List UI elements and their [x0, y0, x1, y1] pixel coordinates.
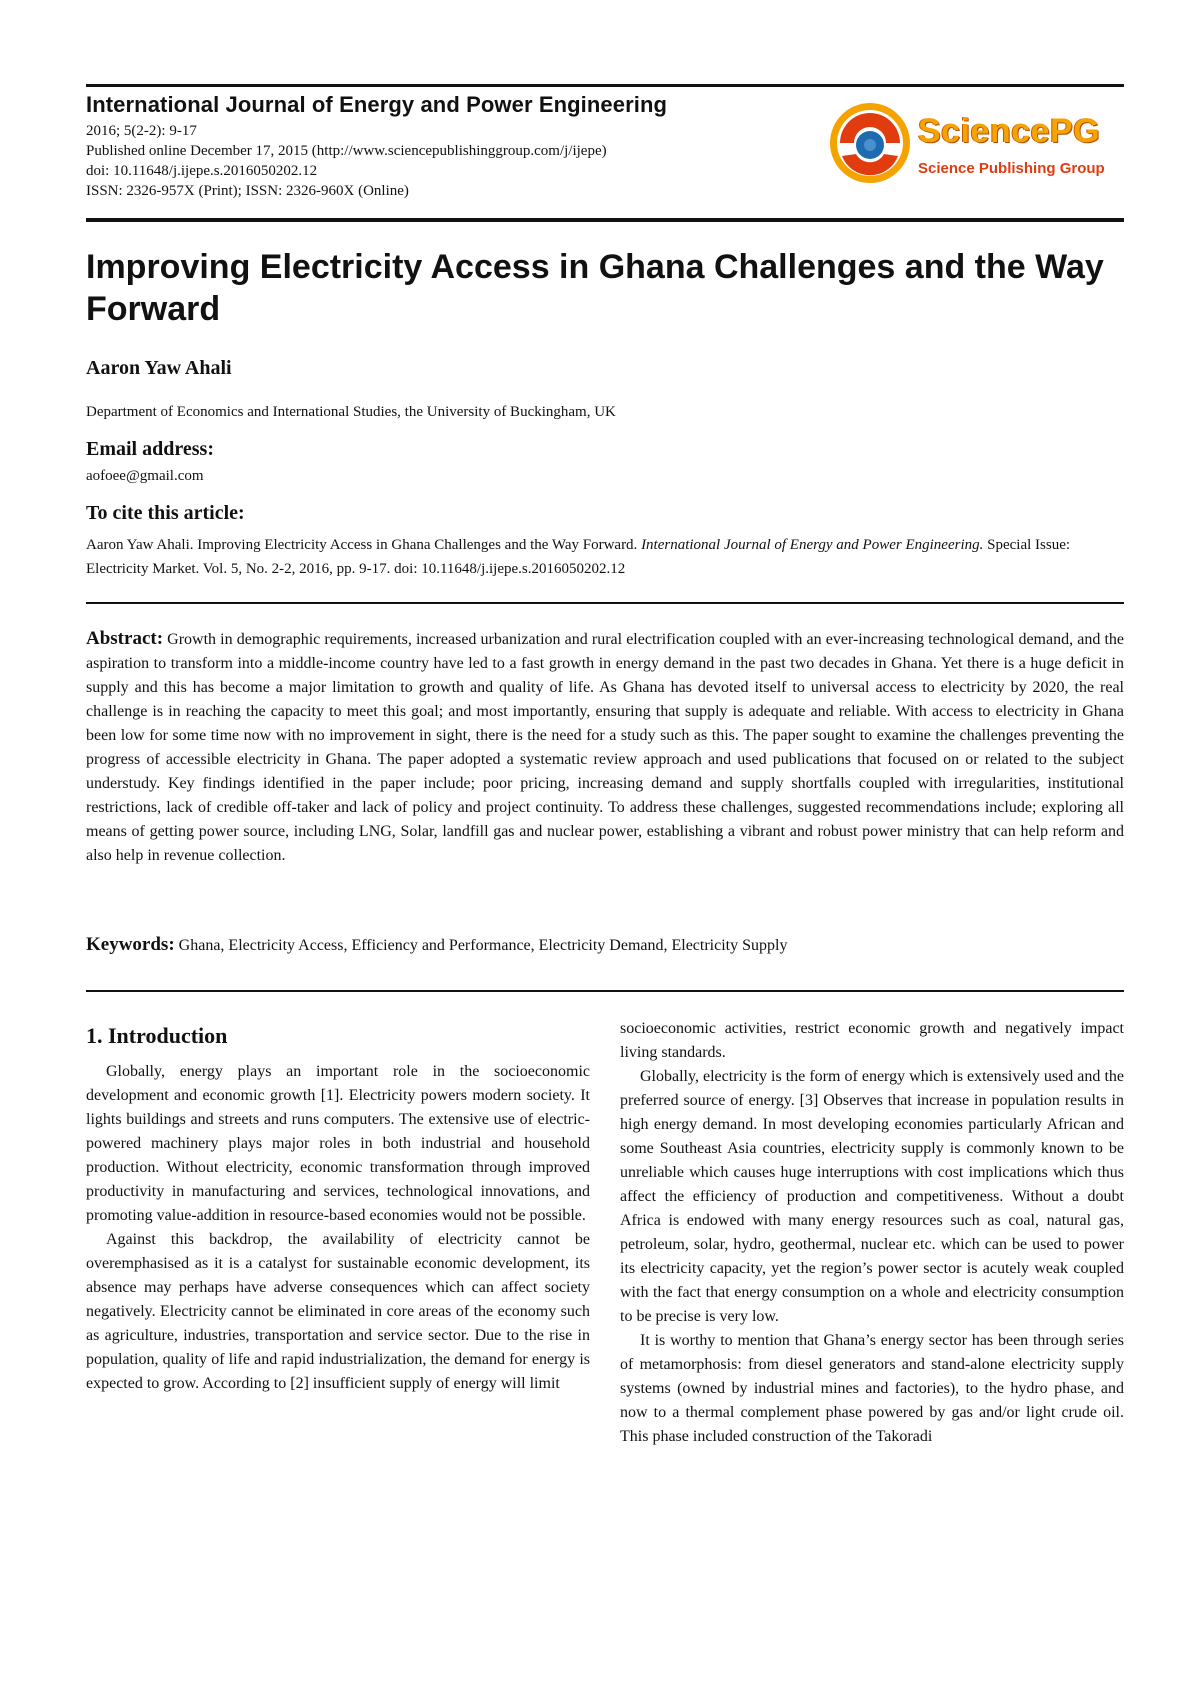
citation-details: Special Issue: Electricity Market. Vol. 5, No. 2-2, 2016, pp. 9-17. doi: 10.11648/j.ijepe.s.2016050202.12 [86, 537, 1071, 577]
body-paragraph: It is worthy to mention that Ghana’s energy sector has been through series of metamorphosis: from diesel generators and stand-alone electricity supply systems (owned by industrial mines and factories), to the hydro phase, and now to a thermal complement phase powered by gas and/or light crude oil. This phase included construction of the Takoradi [620, 1332, 1124, 1445]
header-bottom-rule [86, 218, 1124, 222]
keywords [86, 934, 1124, 956]
right-column [620, 1017, 1124, 1449]
citation [86, 533, 1126, 581]
author-name: Aaron Yaw Ahali [86, 357, 232, 379]
body-paragraph-continued: socioeconomic activities, restrict economic growth and negatively impact living standards. [620, 1020, 1124, 1061]
abstract-top-rule [86, 602, 1124, 604]
abstract-text: Growth in demographic requirements, increased urbanization and rural electrification coupled with an ever-increasing technological demand, and the aspiration to transform into a middle-income country have led to a fast growth in energy demand in the past two decades in Ghana. Yet there is a huge deficit in supply and this has become a major limitation to growth and quality of life. As Ghana has devoted itself to universal access to electricity by 2020, the real challenge is in reaching the capacity to meet this goal; and most importantly, ensuring that supply is adequate and reliable. With access to electricity in Ghana been low for some time now with no improvement in sight, there is the need for a study such as this. The paper sought to examine the challenges preventing the progress of accessible electricity in Ghana. The paper adopted a systematic review approach and used publications that focused on or related to the subject understudy. Key findings identified in the paper include; poor pricing, increasing demand and supply shortfalls coupled with irregularities, institutional restrictions, lack of credible off-taker and lack of policy and project continuity. To address these challenges, suggested recommendations include; exploring all means of getting power source, including LNG, Solar, landfill gas and nuclear power, establishing a vibrant and robust power ministry that can help reform and also help in revenue collection. [86, 631, 1125, 864]
email-heading: Email address: [86, 438, 214, 460]
logo-subtitle: Science Publishing Group [918, 160, 1105, 177]
journal-name: International Journal of Energy and Power Engineering [86, 92, 668, 117]
body-paragraph: Globally, energy plays an important role in the socioeconomic development and economic growth [1]. Electricity powers modern society. It lights buildings and streets and runs computers. The extensive use of electric-powered machinery plays major roles in both industrial and household production. Without electricity, economic transformation through improved productivity in manufacturing and services, technological innovations, and promoting value-addition in resource-based economies would not be possible. [86, 1063, 590, 1224]
published-line: Published online December 17, 2015 (http://www.sciencepublishinggroup.com/j/ijepe) [86, 143, 607, 159]
body-top-rule [86, 990, 1124, 992]
keywords-text: Ghana, Electricity Access, Efficiency and Performance, Electricity Demand, Electricity Supply [178, 937, 788, 954]
author-affiliation: Department of Economics and International Studies, the University of Buckingham, UK [86, 404, 616, 420]
left-column [86, 1012, 590, 1396]
header-top-rule [86, 84, 1124, 87]
body-paragraph: Globally, electricity is the form of energy which is extensively used and the preferred source of energy. [3] Observes that increase in population results in high energy demand. In most developing economies particularly African and some Southeast Asia countries, electricity supply is commonly known to be unreliable which causes huge interruptions with cost implications which thus affect the efficiency of production and competitiveness. Without a doubt Africa is endowed with many energy resources such as coal, natural gas, petroleum, solar, hydro, geothermal, nuclear etc. which can be used to power its electricity capacity, yet the region’s power sector is acutely weak coupled with the fact that energy consumption on a whole and electricity consumption to be precise is very low. [620, 1068, 1124, 1325]
volume-line: 2016; 5(2-2): 9-17 [86, 123, 197, 139]
section-heading: 1. Introduction [86, 1023, 228, 1048]
logo-wordmark: SciencePG [918, 112, 1101, 150]
doi-line: doi: 10.11648/j.ijepe.s.2016050202.12 [86, 163, 318, 179]
cite-heading: To cite this article: [86, 502, 245, 524]
citation-text: Aaron Yaw Ahali. Improving Electricity Access in Ghana Challenges and the Way Forward. [86, 537, 642, 553]
citation-journal: International Journal of Energy and Power Engineering. [641, 537, 984, 553]
keywords-label: Keywords: [86, 934, 175, 955]
journal-meta [86, 121, 607, 201]
abstract [86, 627, 1124, 868]
issn-line: ISSN: 2326-957X (Print); ISSN: 2326-960X (Online) [86, 183, 409, 199]
email-address[interactable]: aofoee@gmail.com [86, 468, 204, 484]
abstract-label: Abstract: [86, 628, 164, 649]
article-title: Improving Electricity Access in Ghana Challenges and the Way Forward [86, 248, 1104, 328]
body-paragraph: Against this backdrop, the availability of electricity cannot be overemphasised as it is a catalyst for sustainable economic development, its absence may perhaps have adverse consequences which can affect society negatively. Electricity cannot be eliminated in core areas of the economy such as agriculture, industries, transportation and service sector. Due to the rise in population, quality of life and rapid industrialization, the demand for energy is expected to grow. According to [2] insufficient supply of energy will limit [86, 1231, 590, 1392]
